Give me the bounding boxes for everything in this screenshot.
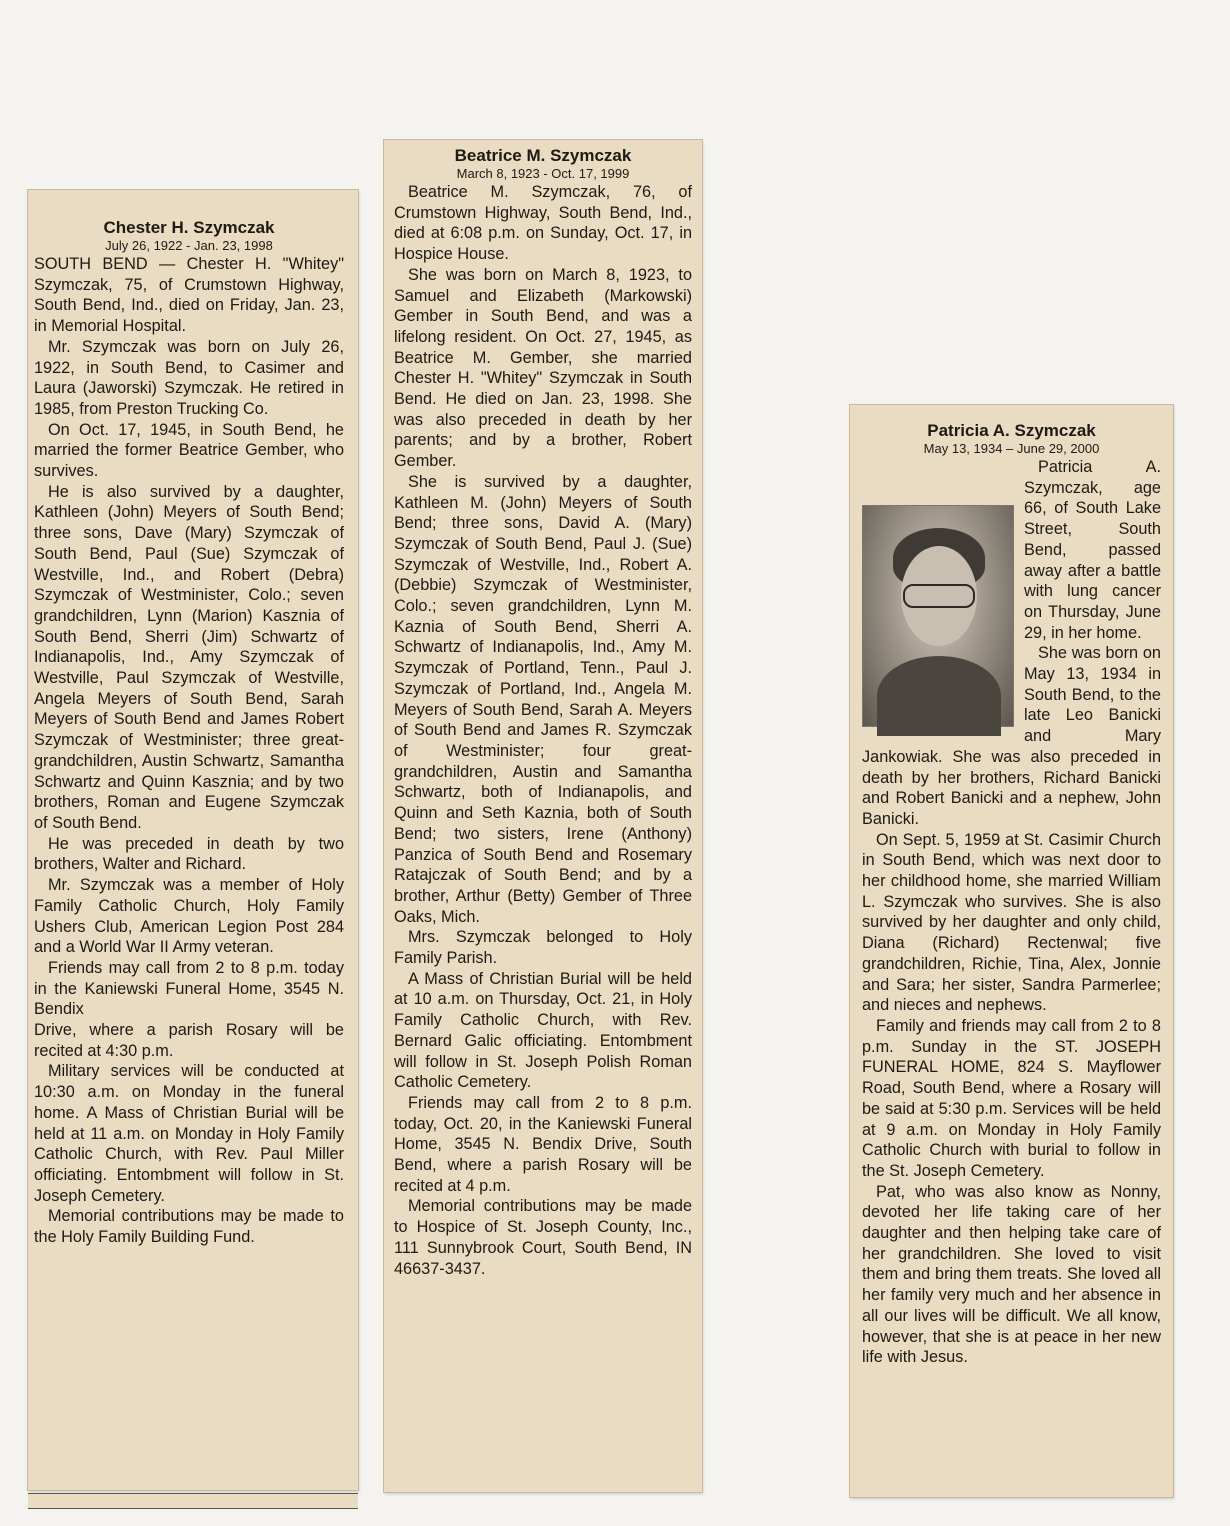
obituary-dates: May 13, 1934 – June 29, 2000 xyxy=(923,441,1100,456)
obituary-paragraph: Pat, who was also know as Nonny, devoted her life taking care of her daughter and then helping take care of her grandchildren. She loved to visit them and bring them treats. She loved all her family very much and her absence in all our lives will be difficult. We all know, however, that she is at peace in her new life with Jesus. xyxy=(862,1182,1161,1367)
obituary-paragraph: He was preceded in death by two brothers, Walter and Richard. xyxy=(34,834,344,874)
obituary-paragraph: She is survived by a daughter, Kathleen M. (John) Meyers of South Bend; three sons, David A. (Mary) Szymczak of South Bend, Paul J. (Sue) Szymczak of Westville, Ind., Robert A. (Debbie) Szymczak of Westminister, Colo.; seven grandchildren, Lynn M. Kaznia of South Bend, Sherri A. Schwartz of Indianapolis, Ind., Amy M. Szymczak of Portland, Tenn., Paul J. Szymczak of Portland, Ind., Angela M. Meyers of South Bend, Sarah A. Meyers of South Bend and James R. Szymczak of Westminister; four great-grandchildren, Austin and Samantha Schwartz, both of Indianapolis, and Quinn and Seth Kaznia, both of South Bend; two sisters, Irene (Anthony) Panzica of South Bend and Rosemary Ratajczak of South Bend; and by a brother, Arthur (Betty) Gember of Three Oaks, Mich. xyxy=(394,472,692,926)
obituary-paragraph: Military services will be conducted at 10:30 a.m. on Monday in the funeral home. A Mass of Christian Burial will be held at 11 a.m. on Monday in Holy Family Catholic Church, with Rev. Paul Miller officiating. Entombment will follow in St. Joseph Cemetery. xyxy=(34,1062,344,1205)
obituary-paragraph: SOUTH BEND — Chester H. "Whitey" Szymczak, 75, of Crumstown Highway, South Bend, Ind., died on Friday, Jan. 23, in Memorial Hospital. xyxy=(34,255,344,336)
obituary-patricia xyxy=(850,405,1173,1497)
obituary-paragraph: On Sept. 5, 1959 at St. Casimir Church in South Bend, which was next door to her childhood home, she married William L. Szymczak who survives. She is also survived by her daughter and only child, Diana (Richard) Rectenwal; five grandchildren, Richie, Tina, Alex, Jonnie and Sara; her sister, Sandra Parmerlee; and nieces and nephews. xyxy=(862,830,1161,1015)
obituary-paragraph: He is also survived by a daughter, Kathleen (John) Meyers of South Bend; three sons, Dave (Mary) Szymczak of South Bend, Paul (Sue) Szymczak of Westville, Ind., and Robert (Debra) Szymczak of Westminister, Colo.; seven grandchildren, Lynn (Marion) Kasznia of South Bend, Sherri (Jim) Schwartz of Indianapolis, Ind., Amy Szymczak of Westville, Paul Szymczak of Westville, Angela Meyers of South Bend, Sarah Meyers of South Bend and James Robert Szymczak of Westminister; three great-grandchildren, Austin Schwartz, Samantha Schwartz and Quinn Kasznia; and by two brothers, Roman and Eugene Szymczak of South Bend. xyxy=(34,482,344,832)
obituary-paragraph: Patricia A. Szymczak, age 66, of South Lake Street, South Bend, passed away after a battle with lung cancer on Thursday, June 29, in her home. xyxy=(1024,458,1161,642)
obituary-dates: March 8, 1923 - Oct. 17, 1999 xyxy=(456,166,630,181)
obituary-paragraph: Mr. Szymczak was a member of Holy Family Catholic Church, Holy Family Ushers Club, American Legion Post 284 and a World War II Army veteran. xyxy=(34,876,344,957)
obituary-paragraph: On Oct. 17, 1945, in South Bend, he married the former Beatrice Gember, who survives. xyxy=(34,420,344,481)
obituary-title: Chester H. Szymczak xyxy=(103,218,275,237)
obituary-body xyxy=(34,254,344,1248)
obituary-beatrice xyxy=(384,140,702,1492)
obituary-body xyxy=(862,457,1161,1368)
obituary-paragraph: Mrs. Szymczak belonged to Holy Family Parish. xyxy=(394,928,692,968)
obituary-paragraph: Drive, where a parish Rosary will be recited at 4:30 p.m. xyxy=(34,1021,344,1060)
obituary-paragraph: She was born on May 13, 1934 in South Bend, to the late Leo Banicki and Mary Jankowiak. She was also preceded in death by her brothers, Richard Banicki and Robert Banicki and a nephew, John Banicki. xyxy=(862,644,1161,828)
obituary-chester xyxy=(28,190,358,1490)
obituary-paragraph: Mr. Szymczak was born on July 26, 1922, in South Bend, to Casimer and Laura (Jaworski) Szymczak. He retired in 1985, from Preston Trucking Co. xyxy=(34,337,344,418)
obituary-paragraph: Memorial contributions may be made to the Holy Family Building Fund. xyxy=(34,1207,344,1247)
clipping-edge-strip xyxy=(28,1493,358,1509)
obituary-paragraph: A Mass of Christian Burial will be held at 10 a.m. on Thursday, Oct. 21, in Holy Family Catholic Church, with Rev. Bernard Galic officiating. Entombment will follow in St. Joseph Polish Roman Catholic Cemetery. xyxy=(394,969,692,1092)
obituary-title: Beatrice M. Szymczak xyxy=(454,146,632,165)
obituary-paragraph: Friends may call from 2 to 8 p.m. today, Oct. 20, in the Kaniewski Funeral Home, 3545 N. Bendix Drive, South Bend, where a parish Rosary will be recited at 4 p.m. xyxy=(394,1093,692,1195)
obituary-paragraph: Friends may call from 2 to 8 p.m. today in the Kaniewski Funeral Home, 3545 N. Bendix xyxy=(34,958,344,1019)
obituary-paragraph: Beatrice M. Szymczak, 76, of Crumstown Highway, South Bend, Ind., died at 6:08 p.m. on Sunday, Oct. 17, in Hospice House. xyxy=(394,183,692,264)
obituary-paragraph: Family and friends may call from 2 to 8 p.m. Sunday in the ST. JOSEPH FUNERAL HOME, 824 S. Mayflower Road, South Bend, where a Rosary will be said at 5:30 p.m. Services will be held at 9 a.m. on Monday in Holy Family Catholic Church with burial to follow in the St. Joseph Cemetery. xyxy=(862,1016,1161,1180)
obituary-paragraph: She was born on March 8, 1923, to Samuel and Elizabeth (Markowski) Gember in South Bend, and was a lifelong resident. On Oct. 27, 1945, as Beatrice M. Gember, she married Chester H. "Whitey" Szymczak in South Bend. He died on Jan. 23, 1998. She was also preceded in death by her parents; and by a brother, Robert Gember. xyxy=(394,265,692,471)
portrait-photo xyxy=(862,505,1014,727)
obituary-body xyxy=(394,182,692,1279)
obituary-paragraph: Memorial contributions may be made to Hospice of St. Joseph County, Inc., 111 Sunnybrook Court, South Bend, IN 46637-3437. xyxy=(394,1197,692,1278)
obituary-dates: July 26, 1922 - Jan. 23, 1998 xyxy=(105,238,273,253)
obituary-title: Patricia A. Szymczak xyxy=(927,421,1096,440)
